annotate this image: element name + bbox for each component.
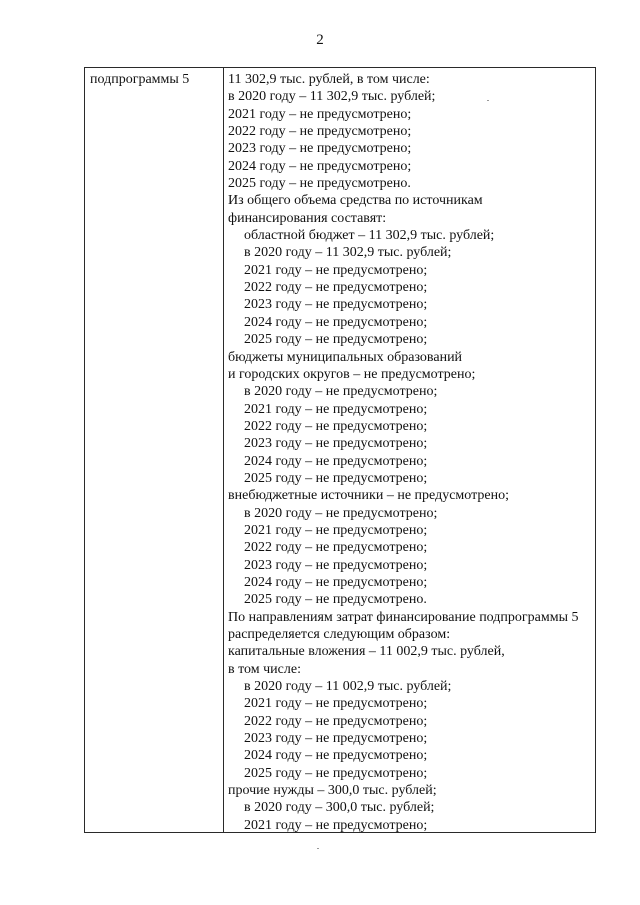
table-left-cell: подпрограммы 5 [90, 72, 190, 87]
table-line: 2024 году – не предусмотрено; [228, 158, 412, 174]
table-line: в 2020 году – 11 302,9 тыс. рублей; [228, 89, 436, 105]
table-right-cell [228, 71, 593, 834]
table-line: 2021 году – не предусмотрено; [244, 262, 428, 278]
table-line: 11 302,9 тыс. рублей, в том числе: [228, 72, 430, 87]
table-line: По направлениям затрат финансирование подпрограммы 5 [228, 609, 579, 625]
page-number: 2 [316, 32, 324, 48]
table-line: 2023 году – не предусмотрено; [244, 557, 428, 573]
table-line: 2025 году – не предусмотрено. [228, 176, 411, 192]
table-line: 2022 году – не предусмотрено; [244, 713, 428, 729]
table-line: 2021 году – не предусмотрено; [228, 106, 412, 122]
financing-table [84, 67, 596, 833]
table-line: 2025 году – не предусмотрено; [244, 765, 428, 781]
table-line: 2021 году – не предусмотрено; [244, 696, 428, 712]
table-line: 2022 году – не предусмотрено; [244, 540, 428, 556]
table-line: 2021 году – не предусмотрено; [244, 522, 428, 538]
table-line: 2022 году – не предусмотрено; [228, 124, 412, 140]
table-line: 2022 году – не предусмотрено; [244, 418, 428, 434]
table-line: 2025 году – не предусмотрено. [244, 592, 427, 608]
table-line: 2023 году – не предусмотрено; [244, 436, 428, 452]
table-line: 2022 году – не предусмотрено; [244, 280, 428, 296]
table-line: в 2020 году – 11 302,9 тыс. рублей; [244, 245, 452, 261]
table-line: в 2020 году – 300,0 тыс. рублей; [244, 800, 435, 816]
table-line: в том числе: [228, 661, 301, 677]
table-line: 2025 году – не предусмотрено; [244, 470, 428, 486]
table-line: 2025 году – не предусмотрено; [244, 332, 428, 348]
table-line: и городских округов – не предусмотрено; [228, 366, 476, 382]
table-line: внебюджетные источники – не предусмотрено; [228, 488, 509, 504]
table-line: 2023 году – не предусмотрено; [244, 731, 428, 747]
table-line: в 2020 году – не предусмотрено; [244, 505, 438, 521]
table-line: 2021 году – не предусмотрено; [244, 817, 428, 833]
table-line: финансирования составят: [228, 210, 387, 226]
table-line: в 2020 году – не предусмотрено; [244, 384, 438, 400]
table-line: в 2020 году – 11 002,9 тыс. рублей; [244, 679, 452, 695]
table-line: 2023 году – не предусмотрено; [244, 297, 428, 313]
table-line: 2021 году – не предусмотрено; [244, 401, 428, 417]
table-line: 2024 году – не предусмотрено; [244, 574, 428, 590]
table-line: капитальные вложения – 11 002,9 тыс. рублей, [228, 644, 505, 660]
table-line: 2024 году – не предусмотрено; [244, 453, 428, 469]
column-divider [223, 68, 224, 832]
table-line: областной бюджет – 11 302,9 тыс. рублей; [244, 228, 495, 244]
table-line: распределяется следующим образом: [228, 627, 451, 642]
table-line: Из общего объема средства по источникам [228, 193, 483, 209]
scan-speck [317, 848, 319, 849]
table-line: прочие нужды – 300,0 тыс. рублей; [228, 783, 437, 799]
scan-speck [487, 100, 489, 101]
table-line: 2024 году – не предусмотрено; [244, 748, 428, 764]
table-line: 2023 году – не предусмотрено; [228, 141, 412, 157]
table-line: бюджеты муниципальных образований [228, 349, 463, 365]
table-line: 2024 году – не предусмотрено; [244, 314, 428, 330]
